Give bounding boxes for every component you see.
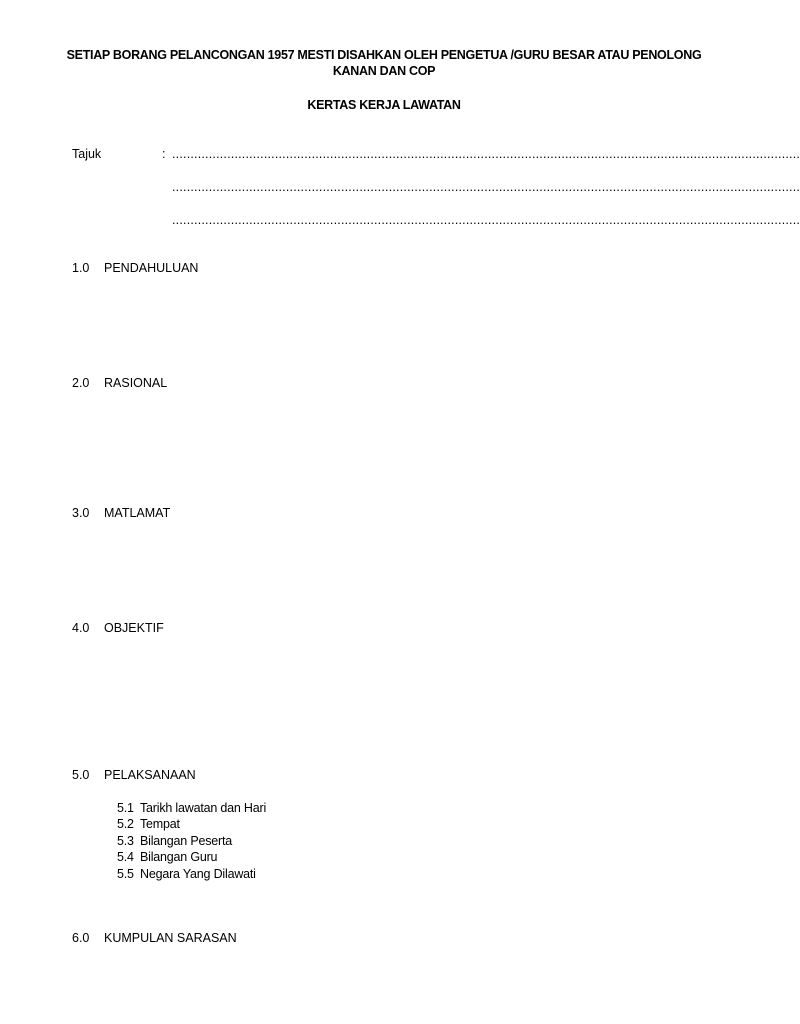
- list-item-label: Tarikh lawatan dan Hari: [140, 801, 267, 815]
- section-title-matlamat: MATLAMAT: [104, 506, 171, 520]
- tajuk-fill-line-2[interactable]: ...........................................................................................................................................................................: [172, 180, 800, 194]
- section-title-objektif: OBJEKTIF: [104, 621, 164, 635]
- list-item-number: 5.5: [117, 866, 134, 881]
- section-number-pelaksanaan: 5.0: [72, 768, 90, 782]
- list-item: [117, 849, 266, 865]
- list-item-number: 5.3: [117, 833, 134, 848]
- list-item: [117, 800, 266, 816]
- section-title-rasional: RASIONAL: [104, 376, 168, 390]
- section-number-objektif: 4.0: [72, 621, 90, 635]
- tajuk-colon: :: [162, 147, 166, 161]
- section-title-pendahuluan: PENDAHULUAN: [104, 261, 199, 275]
- header-line-2: KANAN DAN COP: [332, 64, 436, 78]
- section-number-pendahuluan: 1.0: [72, 261, 90, 275]
- tajuk-fill-line-1[interactable]: ...........................................................................................................................................................................: [172, 147, 800, 161]
- list-item-label: Bilangan Guru: [140, 850, 218, 865]
- tajuk-label: Tajuk: [72, 147, 102, 161]
- section-title-kumpulan-sarasan: KUMPULAN SARASAN: [104, 931, 237, 945]
- list-item-number: 5.1: [117, 801, 134, 815]
- list-item-label: Bilangan Peserta: [140, 833, 233, 848]
- list-item-number: 5.4: [117, 850, 134, 865]
- section-number-matlamat: 3.0: [72, 506, 90, 520]
- document-title: KERTAS KERJA LAWATAN: [307, 98, 461, 112]
- tajuk-fill-line-3[interactable]: ...........................................................................................................................................................................: [172, 213, 800, 227]
- section-number-rasional: 2.0: [72, 376, 90, 390]
- list-item: [117, 866, 266, 882]
- list-item: [117, 816, 266, 832]
- list-item-label: Tempat: [140, 817, 180, 832]
- pelaksanaan-list: [117, 800, 266, 882]
- section-number-kumpulan-sarasan: 6.0: [72, 931, 90, 945]
- section-title-pelaksanaan: PELAKSANAAN: [104, 768, 196, 782]
- list-item-label: Negara Yang Dilawati: [140, 866, 256, 881]
- list-item: [117, 833, 266, 849]
- header-line-1: SETIAP BORANG PELANCONGAN 1957 MESTI DISAHKAN OLEH PENGETUA /GURU BESAR ATAU PENOLONG: [66, 48, 702, 62]
- list-item-number: 5.2: [117, 817, 134, 832]
